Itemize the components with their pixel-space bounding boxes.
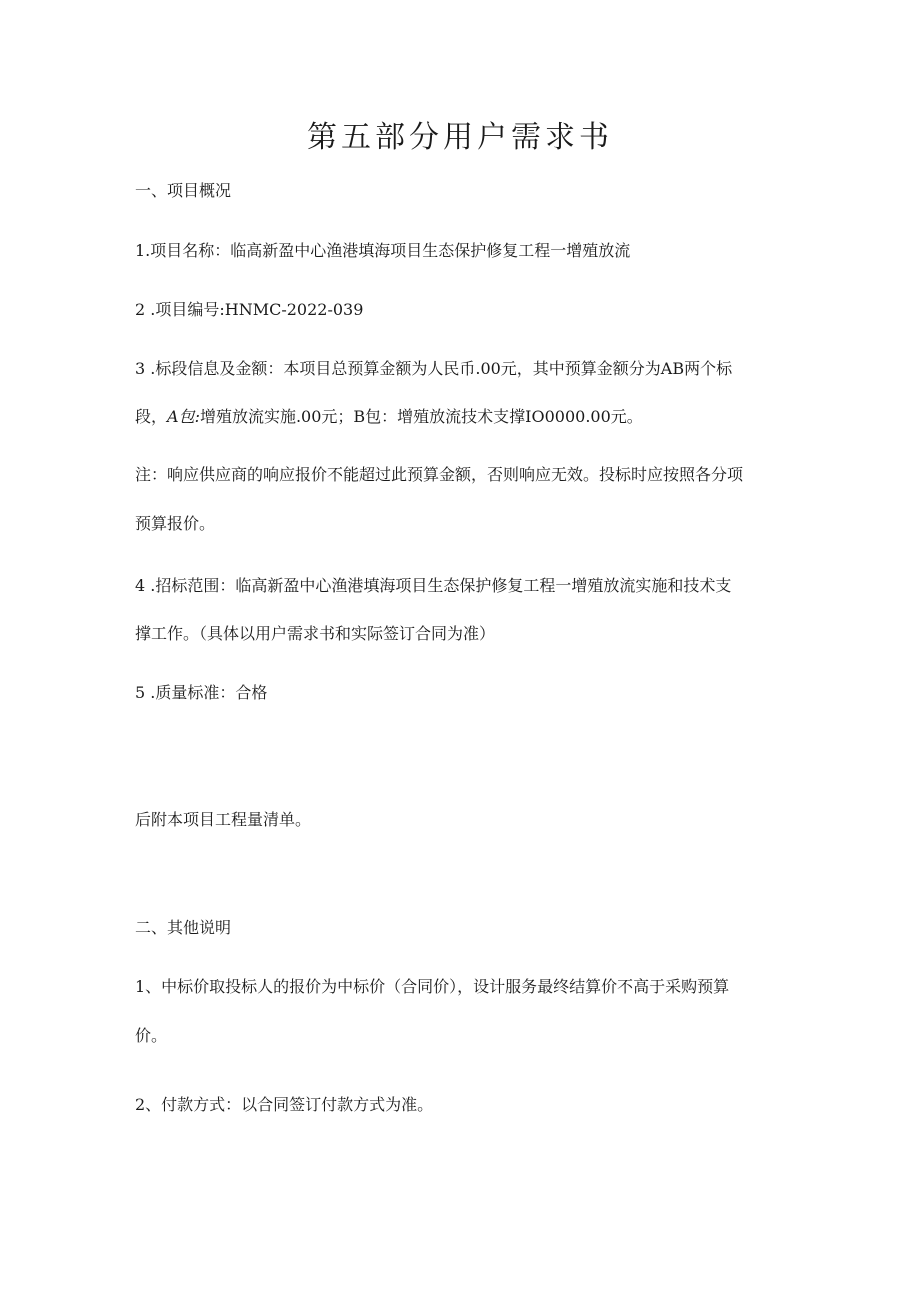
scope-line1: 4 .招标范围：临高新盈中心渔港填海项目生态保护修复工程一增殖放流实施和技术支 — [135, 576, 732, 595]
lot-a-label: A包: — [167, 407, 200, 426]
lot-info-line2-start: 段， — [135, 407, 168, 426]
quality-standard: 5 .质量标准：合格 — [135, 683, 268, 702]
project-name: 1.项目名称：临高新盈中心渔港填海项目生态保护修复工程一增殖放流 — [135, 241, 631, 260]
section-heading-overview: 一、项目概况 — [135, 181, 232, 200]
project-number: 2 .项目编号:HNMC-2022-039 — [135, 300, 364, 319]
note-line1: 注：响应供应商的响应报价不能超过此预算金额，否则响应无效。投标时应按照各分项 — [135, 465, 744, 484]
bid-price-line2: 价。 — [135, 1026, 168, 1045]
page-title: 第五部分用户需求书 — [307, 120, 613, 155]
note-line2: 预算报价。 — [135, 514, 216, 533]
lot-info-line1: 3 .标段信息及金额：本项目总预算金额为人民币.00元，其中预算金额分为AB两个标 — [135, 359, 733, 378]
appendix-note: 后附本项目工程量清单。 — [135, 810, 312, 829]
bid-price-line1: 1、中标价取投标人的报价为中标价（合同价），设计服务最终结算价不高于采购预算 — [135, 977, 730, 996]
section-heading-other: 二、其他说明 — [135, 918, 232, 937]
lot-info-line2-end: 增殖放流实施.00元；B包：增殖放流技术支撑IO0000.00元。 — [199, 407, 643, 426]
payment-method: 2、付款方式：以合同签订付款方式为准。 — [135, 1095, 434, 1114]
scope-line2: 撑工作。（具体以用户需求书和实际签订合同为准） — [135, 624, 496, 643]
lot-info-line2 — [135, 407, 643, 427]
